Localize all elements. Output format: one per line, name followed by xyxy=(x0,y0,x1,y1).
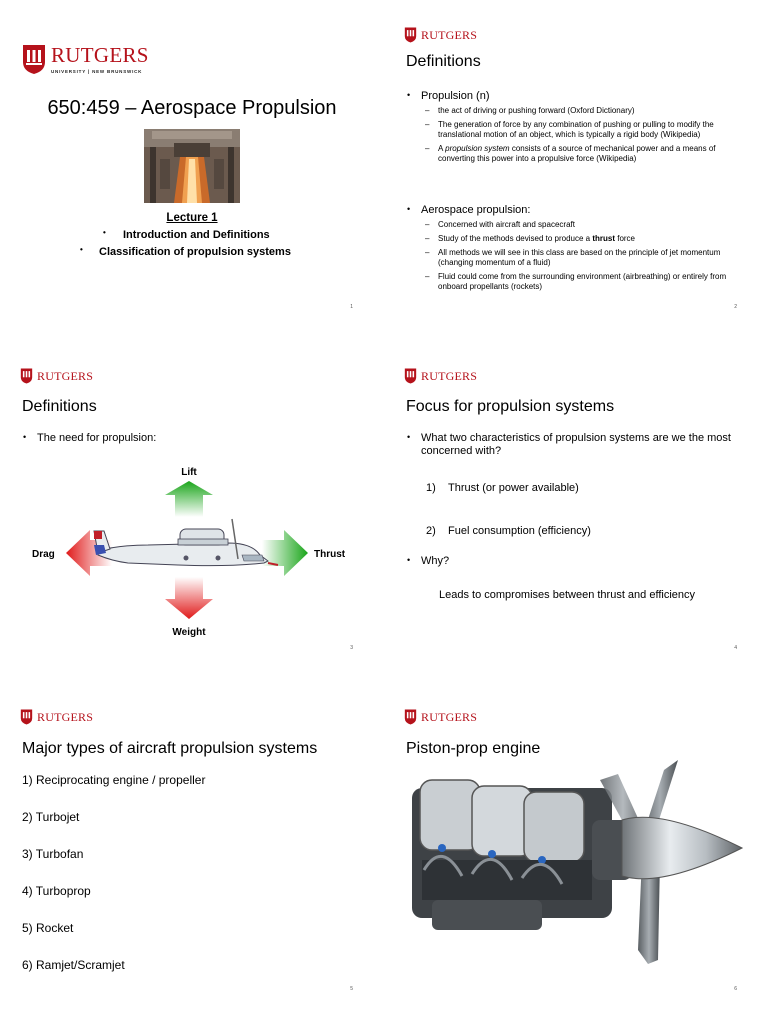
slide-3 xyxy=(0,341,384,682)
course-title: 650:459 – Aerospace Propulsion xyxy=(47,97,337,119)
bullet-text: Introduction and Definitions xyxy=(123,229,270,241)
aircraft-illustration xyxy=(94,519,278,566)
sub-list xyxy=(425,220,739,296)
sub-item: – Fluid could come from the surrounding environment (airbreathing) or entirely from onboard propellants (rockets) xyxy=(425,272,739,292)
brand-name: RUTGERS xyxy=(37,368,94,383)
up-arrow-icon xyxy=(165,481,213,517)
sub-item: – Study of the methods devised to produce a thrust force xyxy=(425,234,739,244)
brand-subtitle: UNIVERSITY | NEW BRUNSWICK xyxy=(51,69,143,74)
list-item: 4) Turboprop xyxy=(22,884,91,898)
brand-name: RUTGERS xyxy=(421,368,478,383)
list-item: Thrust (or power available) xyxy=(448,482,579,494)
sub-list xyxy=(425,106,739,168)
bullet-text: Classification of propulsion systems xyxy=(99,246,291,258)
slide-5 xyxy=(0,682,384,1023)
slide-number: 4 xyxy=(734,645,737,651)
slide-number: 3 xyxy=(350,645,353,651)
lift-label: Lift xyxy=(181,467,197,478)
list-item: 3) Turbofan xyxy=(22,847,84,861)
slide-title: Focus for propulsion systems xyxy=(406,398,615,415)
slide-number: 5 xyxy=(350,986,353,992)
bullet-text: • The need for propulsion: xyxy=(37,432,156,445)
sub-item: – the act of driving or pushing forward (Oxford Dictionary) xyxy=(425,106,739,116)
four-forces-diagram xyxy=(28,459,358,645)
rutgers-logo xyxy=(404,26,477,44)
slide-title: Definitions xyxy=(22,398,97,415)
rutgers-logo xyxy=(22,44,149,75)
brand-name: RUTGERS xyxy=(421,709,478,724)
rutgers-shield-icon xyxy=(20,709,33,725)
slide-title: Definitions xyxy=(406,53,481,70)
bullet-text: • What two characteristics of propulsion systems are we the most concerned with? xyxy=(421,432,741,458)
brand-name: RUTGERS xyxy=(37,709,94,724)
rutgers-logo xyxy=(20,708,93,726)
list-item: 2) Turbojet xyxy=(22,810,80,824)
list-item: 5) Rocket xyxy=(22,921,74,935)
slide-number: 6 xyxy=(734,986,737,992)
piston-engine-photo xyxy=(402,750,752,972)
down-arrow-icon xyxy=(165,577,213,619)
list-item: 1) Reciprocating engine / propeller xyxy=(22,773,206,787)
rutgers-shield-icon xyxy=(404,27,417,43)
slide-title: Piston-prop engine xyxy=(406,740,541,757)
brand-name: RUTGERS xyxy=(421,27,478,42)
lecture-label: Lecture 1 xyxy=(166,212,218,224)
bullet-text: • Propulsion (n) xyxy=(421,90,489,103)
rutgers-logo xyxy=(20,367,93,385)
rutgers-logo xyxy=(404,367,477,385)
slide-1 xyxy=(0,0,384,341)
slide-2 xyxy=(384,0,768,341)
engine-test-photo xyxy=(144,129,240,203)
bullet-text: • Aerospace propulsion: xyxy=(421,204,530,217)
slide-number: 1 xyxy=(350,304,353,310)
rutgers-shield-icon xyxy=(22,44,46,75)
sub-item: – A propulsion system consists of a source of mechanical power and a means of converting this power into a propulsive force (Wikipedia) xyxy=(425,144,739,164)
brand-name: RUTGERS xyxy=(51,43,149,67)
slide-6 xyxy=(384,682,768,1023)
weight-label: Weight xyxy=(172,627,206,638)
thrust-label: Thrust xyxy=(314,549,346,560)
list-number: 1) xyxy=(426,482,436,494)
rutgers-shield-icon xyxy=(404,709,417,725)
rutgers-shield-icon xyxy=(404,368,417,384)
bullet-item: • Introduction and Definitions xyxy=(103,228,270,241)
drag-label: Drag xyxy=(32,549,55,560)
bullet-text: • Why? xyxy=(421,555,449,568)
list-item: 6) Ramjet/Scramjet xyxy=(22,958,125,972)
right-arrow-icon xyxy=(262,530,308,576)
bullet-item: • Classification of propulsion systems xyxy=(80,245,291,258)
list-item: Fuel consumption (efficiency) xyxy=(448,525,591,537)
slide-title: Major types of aircraft propulsion systems xyxy=(22,740,318,757)
sub-item: – Concerned with aircraft and spacecraft xyxy=(425,220,739,230)
answer-text: Leads to compromises between thrust and efficiency xyxy=(439,589,695,601)
slide-4 xyxy=(384,341,768,682)
slide-number: 2 xyxy=(734,304,737,310)
sub-item: – The generation of force by any combination of pushing or pulling to modify the translational motion of an object, which is typically a rigid body (Wikipedia) xyxy=(425,120,739,140)
sub-item: – All methods we will see in this class are based on the principle of jet momentum (changing momentum of a fluid) xyxy=(425,248,739,268)
rutgers-logo xyxy=(404,708,477,726)
list-number: 2) xyxy=(426,525,436,537)
rutgers-shield-icon xyxy=(20,368,33,384)
